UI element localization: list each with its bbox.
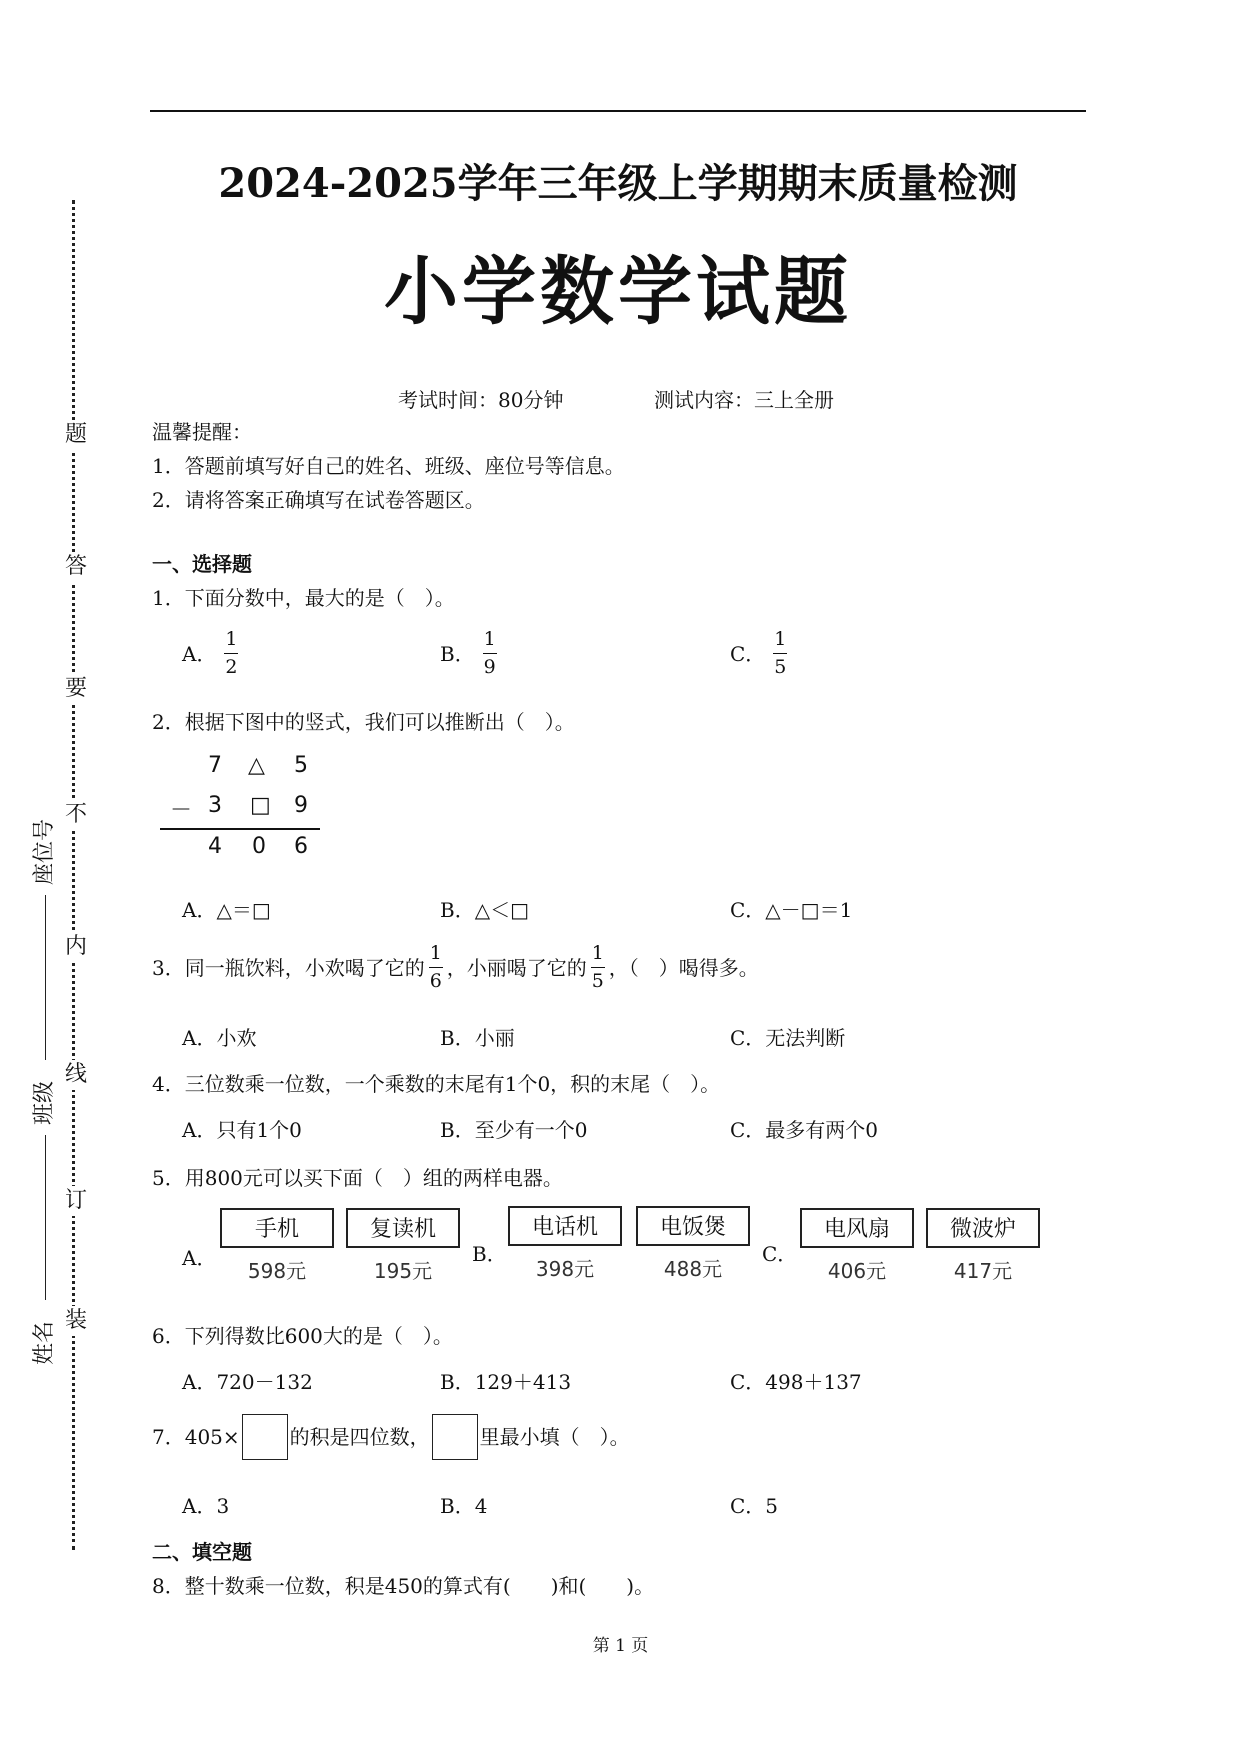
- page-number: 第 1 页: [592, 1636, 649, 1656]
- q4-option-a[interactable]: A．只有1个0: [182, 1118, 302, 1142]
- q6-option-a[interactable]: A．720－132: [182, 1370, 313, 1394]
- q7-option-b[interactable]: B．4: [440, 1494, 488, 1518]
- option-label: A．: [182, 641, 217, 666]
- seat-number-blank[interactable]: [45, 895, 46, 1060]
- q5-option-a-label[interactable]: A．: [182, 1246, 217, 1270]
- product-card: 复读机: [346, 1208, 460, 1248]
- binding-char: 要: [64, 674, 88, 704]
- binding-char: 线: [64, 1060, 88, 1090]
- fraction: $\frac{1}{5}$: [774, 628, 787, 678]
- option-label: B．: [440, 641, 475, 666]
- fraction: $\frac{1}{6}$: [429, 942, 442, 992]
- tip-item: 2．请将答案正确填写在试卷答题区。: [152, 488, 485, 512]
- digit: 0: [252, 834, 266, 859]
- product-price: 195元: [373, 1259, 433, 1283]
- question-4-stem: 4．三位数乘一位数，一个乘数的末尾有1个0，积的末尾（ ）。: [152, 1072, 721, 1096]
- product-price: 417元: [953, 1259, 1013, 1283]
- vertical-subtraction: [160, 748, 320, 868]
- binding-char: 答: [64, 552, 88, 582]
- product-price: 398元: [535, 1257, 595, 1281]
- q6-option-c[interactable]: C．498＋137: [730, 1370, 862, 1394]
- section-heading: 一、选择题: [152, 552, 252, 576]
- product-card: 电风扇: [800, 1208, 914, 1248]
- q5-option-b-label[interactable]: B．: [472, 1242, 507, 1266]
- digit: 5: [294, 753, 308, 778]
- product-price: 488元: [663, 1257, 723, 1281]
- option-label: C．: [730, 641, 766, 666]
- exam-time: 考试时间：80分钟: [398, 388, 564, 412]
- stem-text: 7．405×: [152, 1425, 240, 1449]
- minus-sign: －: [170, 798, 193, 823]
- question-7-stem: [152, 1414, 630, 1460]
- digit: 3: [208, 793, 222, 818]
- product-card: 微波炉: [926, 1208, 1040, 1248]
- product-card: 电饭煲: [636, 1206, 750, 1246]
- binding-char: 订: [64, 1186, 88, 1216]
- q5-option-c-label[interactable]: C．: [762, 1242, 798, 1266]
- q7-option-c[interactable]: C．5: [730, 1494, 779, 1518]
- q2-option-a[interactable]: A．△＝□: [182, 898, 271, 922]
- name-label: 姓名: [32, 1320, 57, 1365]
- stem-text: 的积是四位数，: [289, 1425, 430, 1449]
- question-2-stem: 2．根据下图中的竖式，我们可以推断出（ ）。: [152, 710, 575, 734]
- question-8-stem: 8．整十数乘一位数，积是450的算式有( )和( )。: [152, 1574, 655, 1598]
- digit: △: [248, 753, 265, 778]
- q7-option-a[interactable]: A．3: [182, 1494, 230, 1518]
- fraction: $\frac{1}{5}$: [591, 942, 604, 992]
- stem-text: ，（ ）喝得多。: [608, 955, 759, 980]
- q4-option-c[interactable]: C．最多有两个0: [730, 1118, 879, 1142]
- seat-number-label: 座位号: [32, 818, 57, 885]
- q1-option-a[interactable]: [182, 630, 238, 677]
- q1-option-b[interactable]: [440, 630, 497, 677]
- q6-option-b[interactable]: B．129＋413: [440, 1370, 572, 1394]
- question-6-stem: 6．下列得数比600大的是（ ）。: [152, 1324, 453, 1348]
- q1-option-c[interactable]: [730, 630, 787, 677]
- sum-line: [160, 828, 320, 830]
- question-1-stem: 1．下面分数中，最大的是（ ）。: [152, 586, 455, 610]
- binding-char: 内: [64, 932, 88, 962]
- header-rule: [150, 110, 1086, 112]
- fraction: $\frac{1}{9}$: [483, 628, 496, 678]
- q3-option-a[interactable]: A．小欢: [182, 1026, 257, 1050]
- binding-char: 题: [64, 420, 88, 450]
- answer-blank-box[interactable]: [432, 1414, 478, 1460]
- digit: 4: [208, 834, 222, 859]
- content-scope: 测试内容：三上全册: [654, 388, 834, 412]
- stem-text: 里最小填（ ）。: [479, 1425, 630, 1449]
- class-label: 班级: [32, 1080, 57, 1125]
- section-heading: 二、填空题: [152, 1540, 252, 1564]
- question-5-stem: 5．用800元可以买下面（ ）组的两样电器。: [152, 1166, 563, 1190]
- product-price: 406元: [827, 1259, 887, 1283]
- exam-title: 2024-2025学年三年级上学期期末质量检测: [218, 160, 1018, 207]
- stem-text: ，小丽喝了它的: [446, 955, 587, 980]
- q4-option-b[interactable]: B．至少有一个0: [440, 1118, 588, 1142]
- binding-char: 不: [64, 800, 88, 830]
- tip-item: 1．答题前填写好自己的姓名、班级、座位号等信息。: [152, 454, 625, 478]
- question-3-stem: [152, 944, 759, 991]
- exam-subtitle: 小学数学试题: [384, 249, 852, 335]
- q2-option-c[interactable]: C．△－□＝1: [730, 898, 853, 922]
- digit: 6: [294, 834, 308, 859]
- q2-option-b[interactable]: B．△＜□: [440, 898, 529, 922]
- q3-option-b[interactable]: B．小丽: [440, 1026, 515, 1050]
- class-blank[interactable]: [45, 1135, 46, 1300]
- q3-option-c[interactable]: C．无法判断: [730, 1026, 846, 1050]
- product-card: 手机: [220, 1208, 334, 1248]
- answer-blank-box[interactable]: [242, 1414, 288, 1460]
- product-price: 598元: [247, 1259, 307, 1283]
- digit: 7: [208, 753, 222, 778]
- binding-char: 装: [64, 1306, 88, 1336]
- product-card: 电话机: [508, 1206, 622, 1246]
- fraction: $\frac{1}{2}$: [225, 628, 238, 678]
- digit: □: [250, 793, 271, 818]
- digit: 9: [294, 793, 308, 818]
- tips-heading: 温馨提醒：: [152, 420, 252, 444]
- binding-dotted-line: [72, 200, 75, 1550]
- stem-text: 3．同一瓶饮料，小欢喝了它的: [152, 955, 425, 980]
